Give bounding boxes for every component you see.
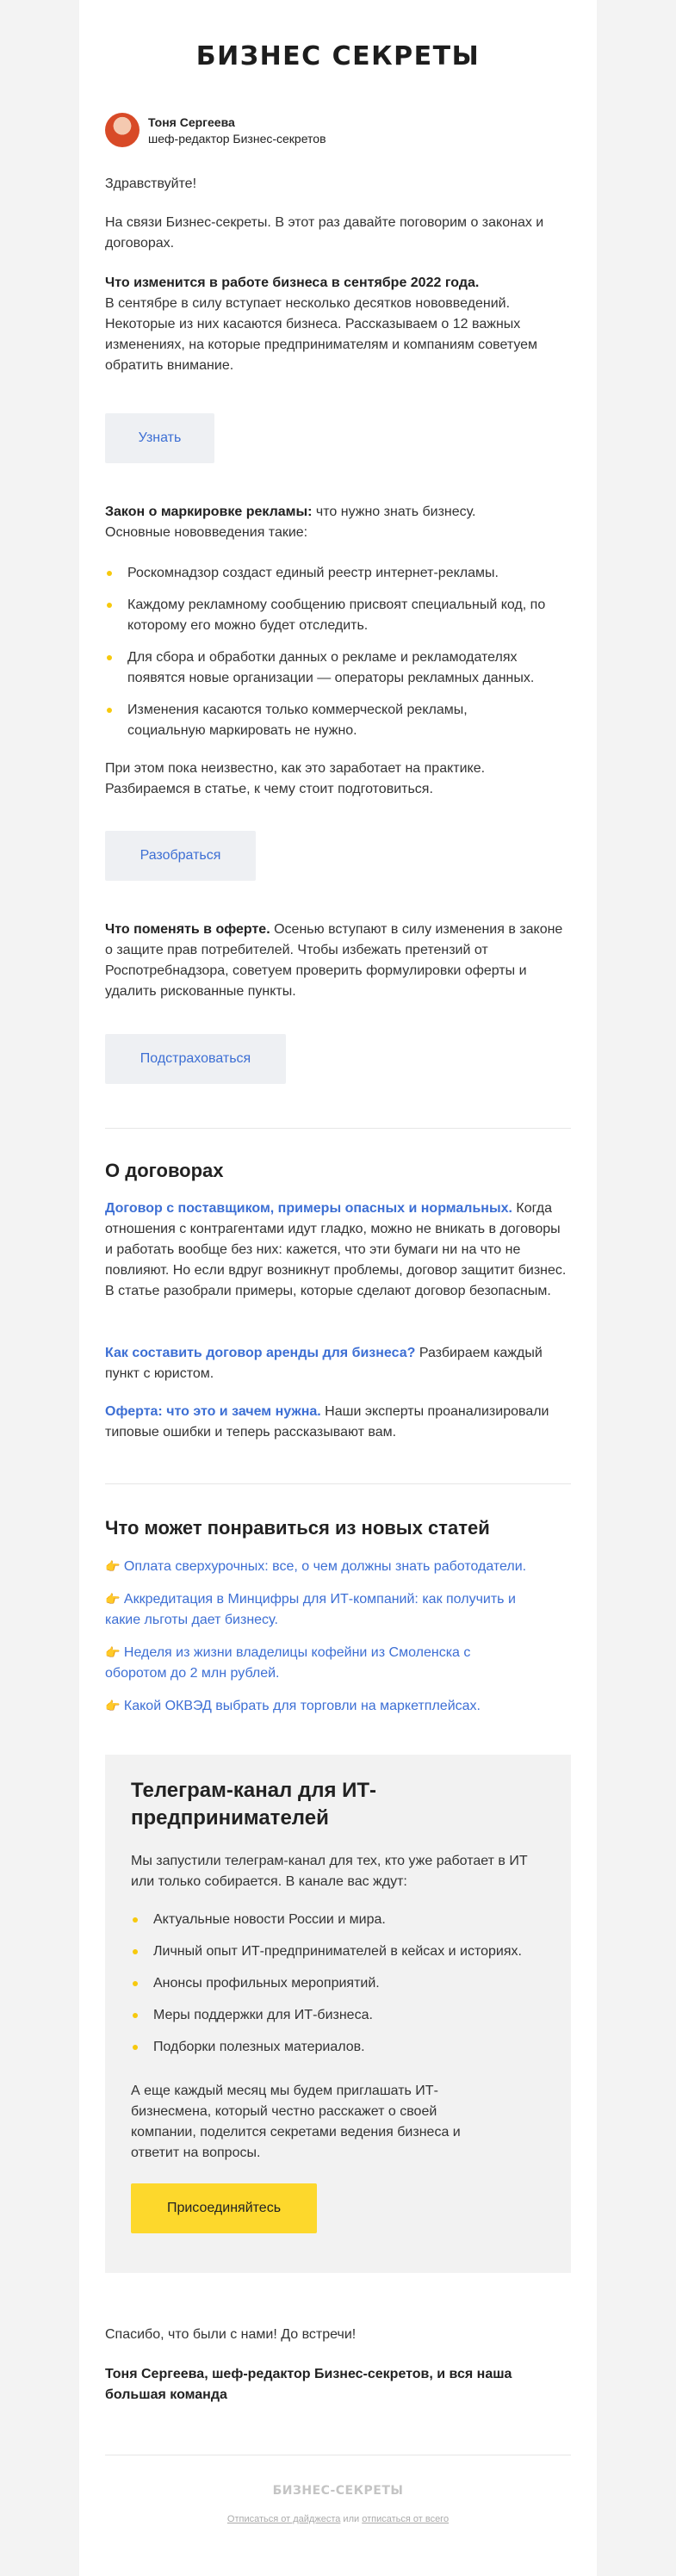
pointing-hand-icon: 👉: [105, 1699, 121, 1712]
unsubscribe-digest-link[interactable]: Отписаться от дайджеста: [226, 2514, 341, 2524]
list-item: Меры поддержки для ИТ-бизнеса.: [131, 2005, 553, 2026]
article-link[interactable]: Оферта: что это и зачем нужна.: [105, 1404, 321, 1419]
section-ad-law: [105, 502, 571, 543]
contracts-paragraph: [105, 1402, 571, 1443]
join-button[interactable]: Присоединяйтесь: [131, 2183, 317, 2233]
list-item: Анонсы профильных мероприятий.: [131, 1973, 553, 1994]
telegram-after-text: А еще каждый месяц мы будем приглашать ИТ-бизнесмена, который честно расскажет о своей компании, поделится секретами ведения бизнеса и ответит на вопросы.: [131, 2084, 461, 2160]
closing-thanks: Спасибо, что были с нами! До встречи!: [105, 2327, 357, 2342]
list-item: Актуальные новости России и мира.: [131, 1910, 553, 1930]
pointing-hand-icon: 👉: [105, 1645, 121, 1659]
figure-out-button[interactable]: Разобраться: [105, 831, 256, 881]
paragraph-text: Наши эксперты проанализировали типовые ошибки и теперь рассказывают вам.: [105, 1404, 549, 1440]
list-item: Для сбора и обработки данных о рекламе и рекламодателях появятся новые организации — операторы рекламных данных.: [105, 647, 575, 689]
learn-button[interactable]: Узнать: [105, 413, 214, 463]
footer-logo: БИЗНЕС-СЕКРЕТЫ: [272, 2484, 404, 2498]
section-september-changes: [105, 273, 571, 376]
ad-law-after-text: При этом пока неизвестно, как это заработает на практике. Разбираемся в статье, к чему стоит подготовиться.: [105, 761, 486, 796]
list-item: Подборки полезных материалов.: [131, 2037, 553, 2058]
article-link[interactable]: Договор с поставщиком, примеры опасных и нормальных.: [105, 1201, 512, 1216]
ad-law-list: [105, 563, 571, 741]
article-link[interactable]: [105, 1588, 536, 1631]
section-text: Осенью вступают в силу изменения в законе о защите прав потребителей. Чтобы избежать претензий от Роспотребнадзора, советуем проверить формулировки оферты и удалить рискованные пункты.: [105, 922, 563, 999]
telegram-heading: Телеграм-канал для ИТ-предпринимателей: [131, 1779, 377, 1830]
greeting: Здравствуйте!: [105, 176, 197, 191]
article-link-text: Аккредитация в Минцифры для ИТ-компаний: как получить и какие льготы дает бизнесу.: [105, 1592, 516, 1627]
author-role: шеф-редактор Бизнес-секретов: [148, 132, 326, 146]
new-articles-list: [105, 1556, 571, 1717]
list-item: Каждому рекламному сообщению присвоят специальный код, по которому его можно будет отследить.: [105, 595, 567, 636]
article-link-text: Оплата сверхурочных: все, о чем должны знать работодатели.: [123, 1559, 527, 1574]
telegram-list: [131, 1910, 553, 2058]
signature-text: Тоня Сергеева, шеф-редактор Бизнес-секретов, и вся наша большая команда: [105, 2367, 512, 2402]
contracts-paragraph: [105, 1198, 571, 1302]
paragraph-text: Когда отношения с контрагентами идут гладко, можно не вникать в договоры и работать вообще без них: кажется, что эти бумаги ни на что не повлияют. Но если вдруг возникнут проблемы, договор защитит бизнес. В статье разобрали примеры, которые сделают договор безопасным.: [105, 1201, 567, 1298]
divider: [105, 1483, 571, 1484]
article-link-text: Неделя из жизни владелицы кофейни из Смоленска с оборотом до 2 млн рублей.: [105, 1645, 471, 1681]
footer-links: [79, 2514, 597, 2524]
footer-or-text: или: [343, 2514, 360, 2524]
pointing-hand-icon: 👉: [105, 1592, 121, 1606]
article-link[interactable]: [105, 1642, 493, 1684]
section-text: В сентябре в силу вступает несколько десятков нововведений. Некоторые из них касаются бизнеса. Рассказываем о 12 важных изменениях, на которые предпринимателям и компаниям советуем обратить внимание.: [105, 296, 538, 373]
section-offer: [105, 920, 571, 1002]
article-link[interactable]: [105, 1695, 571, 1717]
list-item: Личный опыт ИТ-предпринимателей в кейсах и историях.: [131, 1941, 553, 1962]
intro-text: На связи Бизнес-секреты. В этот раз давайте поговорим о законах и договорах.: [105, 215, 544, 251]
section-title: Закон о маркировке рекламы:: [105, 505, 313, 519]
section-text: что нужно знать бизнесу. Основные нововведения такие:: [105, 505, 476, 540]
unsubscribe-all-link[interactable]: отписаться от всего: [362, 2514, 450, 2524]
contracts-heading: О договорах: [105, 1160, 224, 1181]
email-card: [79, 0, 597, 2576]
section-title: Что поменять в оферте.: [105, 922, 270, 937]
author-avatar: [105, 113, 140, 147]
list-item: Роскомнадзор создаст единый реестр интернет-рекламы.: [105, 563, 571, 584]
pointing-hand-icon: 👉: [105, 1559, 121, 1573]
divider: [105, 1128, 571, 1129]
article-link[interactable]: Как составить договор аренды для бизнеса?: [105, 1346, 416, 1360]
telegram-block: [105, 1755, 571, 2273]
paragraph-text: Разбираем каждый пункт с юристом.: [105, 1346, 543, 1381]
brand-logo[interactable]: БИЗНЕС СЕКРЕТЫ: [195, 41, 481, 71]
closing-signature: [105, 2364, 553, 2406]
list-item: Изменения касаются только коммерческой рекламы, социальную маркировать не нужно.: [105, 700, 541, 741]
section-title: Что изменится в работе бизнеса в сентябре 2022 года.: [105, 276, 480, 290]
article-link[interactable]: [105, 1556, 571, 1577]
new-articles-heading: Что может понравиться из новых статей: [105, 1517, 490, 1539]
insure-button[interactable]: Подстраховаться: [105, 1034, 286, 1084]
article-link-text: Какой ОКВЭД выбрать для торговли на маркетплейсах.: [123, 1699, 481, 1713]
contracts-paragraph: [105, 1343, 571, 1384]
author-name: Тоня Сергеева: [148, 115, 235, 129]
telegram-text: Мы запустили телеграм-канал для тех, кто уже работает в ИТ или только собирается. В канале вас ждут:: [131, 1854, 528, 1889]
